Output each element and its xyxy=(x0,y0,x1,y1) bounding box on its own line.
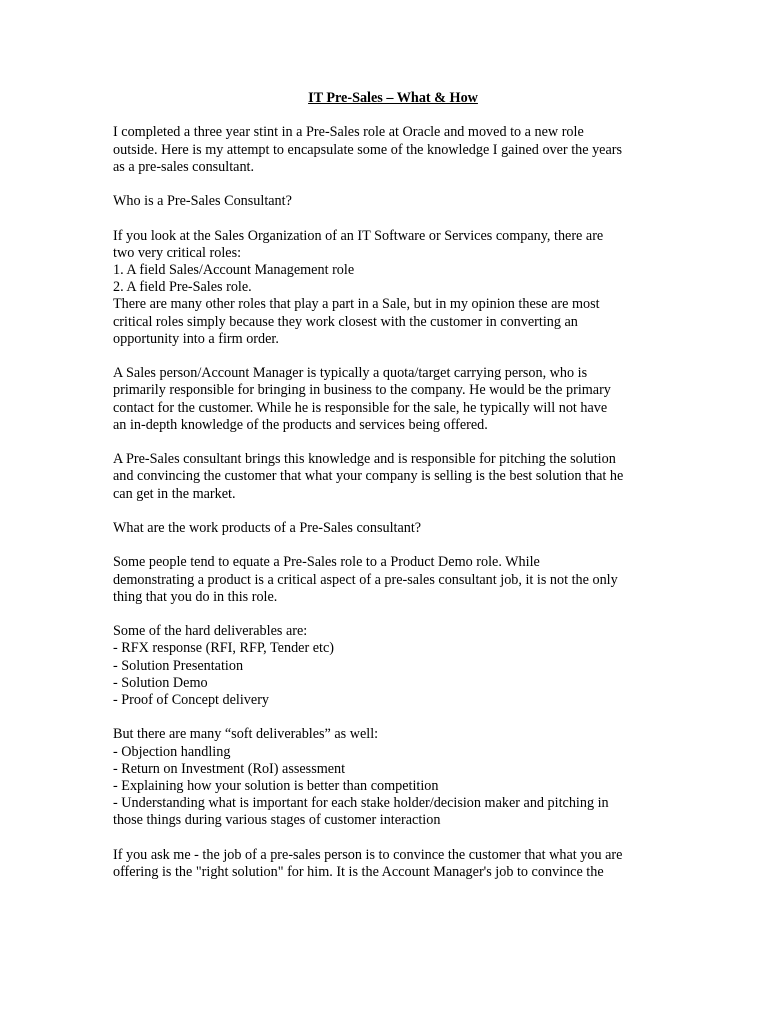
text-line: - RFX response (RFI, RFP, Tender etc) xyxy=(113,640,334,657)
paragraph xyxy=(113,520,673,537)
text-line: If you look at the Sales Organization of an IT Software or Services company, there are xyxy=(113,227,604,244)
text-line: those things during various stages of customer interaction xyxy=(113,812,441,829)
paragraph xyxy=(113,193,673,210)
paragraph xyxy=(113,554,673,606)
text-line: - Solution Presentation xyxy=(113,657,244,674)
text-line: - Understanding what is important for each stake holder/decision maker and pitching in xyxy=(113,795,609,812)
text-line: Some people tend to equate a Pre-Sales role to a Product Demo role. While xyxy=(113,554,540,571)
text-line: There are many other roles that play a part in a Sale, but in my opinion these are most xyxy=(113,296,600,313)
text-line: A Pre-Sales consultant brings this knowledge and is responsible for pitching the solution xyxy=(113,451,616,468)
paragraph xyxy=(113,365,673,434)
document-title: IT Pre-Sales – What & How xyxy=(308,90,478,106)
text-line: Who is a Pre-Sales Consultant? xyxy=(113,193,292,210)
text-line: and convincing the customer that what your company is selling is the best solution that he xyxy=(113,468,624,485)
text-line: offering is the "right solution" for him. It is the Account Manager's job to convince the xyxy=(113,863,604,880)
paragraph xyxy=(113,124,673,176)
text-line: 2. A field Pre-Sales role. xyxy=(113,279,252,296)
text-line: - Explaining how your solution is better than competition xyxy=(113,777,439,794)
paragraph xyxy=(113,451,673,503)
text-line: two very critical roles: xyxy=(113,244,242,261)
paragraph xyxy=(113,847,673,881)
paragraph xyxy=(113,726,673,829)
paragraph-list xyxy=(113,124,673,881)
text-line: 1. A field Sales/Account Management role xyxy=(113,261,355,278)
text-line: - Objection handling xyxy=(113,743,231,760)
text-line: - Return on Investment (RoI) assessment xyxy=(113,760,346,777)
text-line: as a pre-sales consultant. xyxy=(113,158,255,175)
text-line: A Sales person/Account Manager is typically a quota/target carrying person, who is xyxy=(113,365,588,382)
text-line: thing that you do in this role. xyxy=(113,588,278,605)
text-line: can get in the market. xyxy=(113,485,236,502)
text-line: critical roles simply because they work closest with the customer in converting an xyxy=(113,313,578,330)
text-line: What are the work products of a Pre-Sales consultant? xyxy=(113,519,422,536)
document-body xyxy=(113,90,673,898)
text-line: I completed a three year stint in a Pre-Sales role at Oracle and moved to a new role xyxy=(113,124,584,141)
text-line: contact for the customer. While he is responsible for the sale, he typically will not have xyxy=(113,399,608,416)
text-line: an in-depth knowledge of the products and services being offered. xyxy=(113,416,488,433)
text-line: primarily responsible for bringing in business to the company. He would be the primary xyxy=(113,382,611,399)
text-line: outside. Here is my attempt to encapsulate some of the knowledge I gained over the years xyxy=(113,141,623,158)
text-line: But there are many “soft deliverables” as well: xyxy=(113,726,379,743)
text-line: - Proof of Concept delivery xyxy=(113,691,270,708)
text-line: Some of the hard deliverables are: xyxy=(113,623,308,640)
text-line: opportunity into a firm order. xyxy=(113,330,279,347)
text-line: If you ask me - the job of a pre-sales person is to convince the customer that what you are xyxy=(113,846,623,863)
text-line: - Solution Demo xyxy=(113,674,208,691)
paragraph xyxy=(113,623,673,709)
paragraph xyxy=(113,228,673,348)
text-line: demonstrating a product is a critical aspect of a pre-sales consultant job, it is not the only xyxy=(113,571,618,588)
